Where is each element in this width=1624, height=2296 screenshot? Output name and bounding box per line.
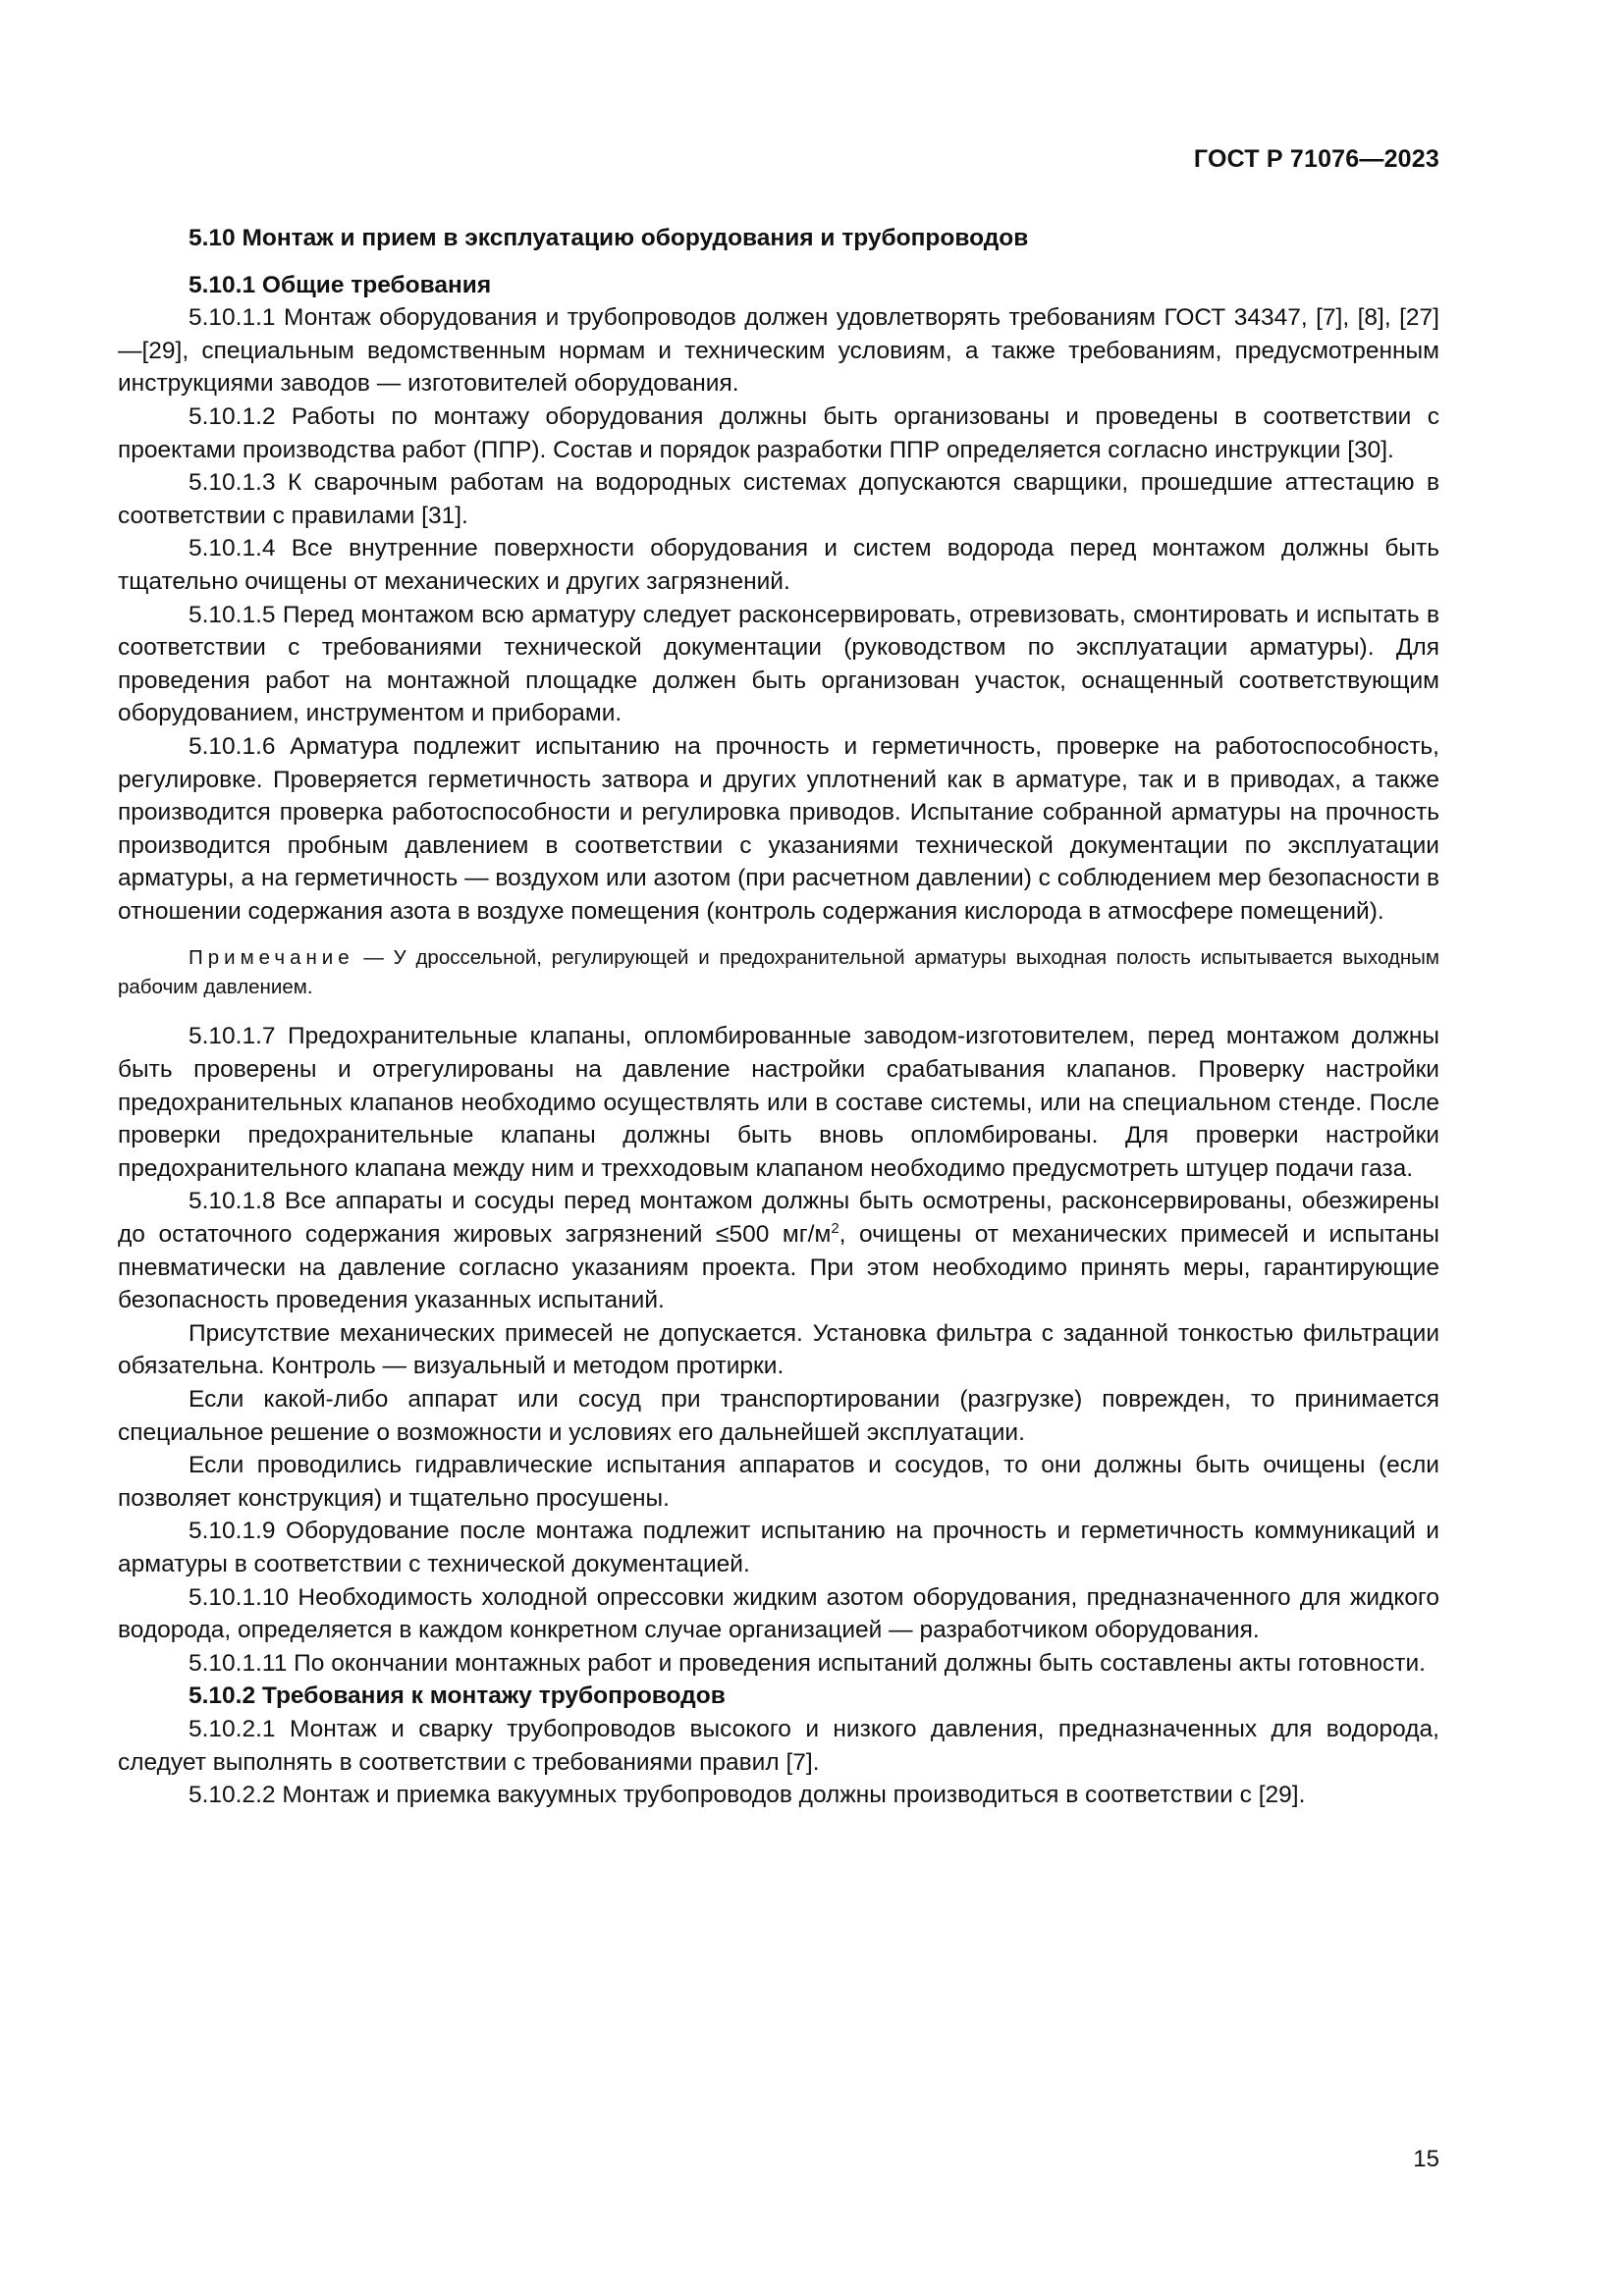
note-label: Примечание [189, 946, 354, 970]
paragraph-5-10-1-5: 5.10.1.5 Перед монтажом всю арматуру следует расконсервировать, отревизовать, смонтировать и испытать в соответствии с требованиями технической документации (руководством по эксплуатации арматуры). Для проведения работ на монтажной площадке должен быть организован участок, оснащенный соответствующим оборудованием, инструментом и приборами. [118, 601, 1439, 727]
paragraph-5-10-1-6: 5.10.1.6 Арматура подлежит испытанию на прочность и герметичность, проверке на работоспособность, регулировке. Проверяется герметичность затвора и других уплотнений как в арматуре, так и в приводах, а также производится проверка работоспособности и регулировка приводов. Испытание собранной арматуры на прочность производится пробным давлением в соответствии с указаниями технической документации по эксплуатации арматуры, а на герметичность — воздухом или азотом (при расчетном давлении) с соблюдением мер безопасности в отношении содержания азота в воздухе помещения (контроль содержания кислорода в атмосфере помещений). [118, 732, 1439, 925]
page-number: 15 [1413, 2146, 1439, 2172]
paragraph-damage: Если какой-либо аппарат или сосуд при транспортировании (разгрузке) поврежден, то принимается специальное решение о возможности и условиях его дальнейшей эксплуатации. [118, 1386, 1439, 1446]
paragraph-5-10-1-8-part-a: 5.10.1.8 Все аппараты и сосуды перед монтажом должны быть осмотрены, расконсервированы, обезжирены до остаточного содержания жировых загрязнений ≤500 мг/м [118, 1188, 1439, 1249]
paragraph-hydraulic-tests: Если проводились гидравлические испытания аппаратов и сосудов, то они должны быть очищены (если позволяет конструкция) и тщательно просушены. [118, 1452, 1439, 1512]
paragraph-5-10-1-2: 5.10.1.2 Работы по монтажу оборудования должны быть организованы и проведены в соответствии с проектами производства работ (ППР). Состав и порядок разработки ППР определяется согласно инструкции [30]. [118, 402, 1439, 463]
superscript-squared: 2 [831, 1219, 839, 1237]
document-id-header: ГОСТ Р 71076—2023 [1193, 145, 1439, 173]
paragraph-5-10-1-8-part-b: , очищены от механических примесей и испытаны пневматически на давление согласно указаниям проекта. При этом необходимо принять меры, гарантирующие безопасность проведения указанных испытаний. [118, 1221, 1439, 1314]
subsection-heading-5-10-1: 5.10.1 Общие требования [189, 271, 492, 298]
paragraph-5-10-1-4: 5.10.1.4 Все внутренние поверхности оборудования и систем водорода перед монтажом должны быть тщательно очищены от механических и других загрязнений. [118, 535, 1439, 595]
subsection-heading-5-10-2: 5.10.2 Требования к монтажу трубопроводов [189, 1682, 726, 1710]
paragraph-5-10-1-1: 5.10.1.1 Монтаж оборудования и трубопроводов должен удовлетворять требованиям ГОСТ 34347, [7], [8], [27]—[29], специальным ведомственным нормам и техническим условиям, а также требованиям, предусмотренным инструкциями заводов — изготовителей оборудования. [118, 304, 1439, 398]
section-heading-5-10: 5.10 Монтаж и прием в эксплуатацию оборудования и трубопроводов [189, 225, 1029, 251]
paragraph-5-10-1-9: 5.10.1.9 Оборудование после монтажа подлежит испытанию на прочность и герметичность коммуникаций и арматуры в соответствии с технической документацией. [118, 1518, 1439, 1577]
note-paragraph [118, 943, 1439, 1002]
paragraph-impurities: Присутствие механических примесей не допускается. Установка фильтра с заданной тонкостью фильтрации обязательна. Контроль — визуальный и методом протирки. [118, 1319, 1439, 1380]
document-body [118, 222, 1439, 1812]
paragraph-5-10-1-3: 5.10.1.3 К сварочным работам на водородных системах допускаются сварщики, прошедшие аттестацию в соответствии с правилами [31]. [118, 469, 1439, 529]
paragraph-5-10-1-11: 5.10.1.11 По окончании монтажных работ и проведения испытаний должны быть составлены акты готовности. [189, 1649, 1426, 1677]
paragraph-5-10-2-1: 5.10.2.1 Монтаж и сварку трубопроводов высокого и низкого давления, предназначенных для водорода, следует выполнять в соответствии с требованиями правил [7]. [118, 1715, 1439, 1776]
paragraph-5-10-2-2: 5.10.2.2 Монтаж и приемка вакуумных трубопроводов должны производиться в соответствии с [29]. [189, 1782, 1306, 1809]
paragraph-5-10-1-8 [118, 1185, 1439, 1316]
paragraph-5-10-1-10: 5.10.1.10 Необходимость холодной опрессовки жидким азотом оборудования, предназначенного для жидкого водорода, определяется в каждом конкретном случае организацией — разработчиком оборудования. [118, 1583, 1439, 1644]
note-text: — У дроссельной, регулирующей и предохранительной арматуры выходная полость испытывается выходным рабочим давлением. [118, 946, 1439, 999]
paragraph-5-10-1-7: 5.10.1.7 Предохранительные клапаны, опломбированные заводом-изготовителем, перед монтажом должны быть проверены и отрегулированы на давление настройки срабатывания клапанов. Проверку настройки предохранительных клапанов необходимо осуществлять или в составе системы, или на специальном стенде. После проверки предохранительные клапаны должны быть вновь опломбированы. Для проверки настройки предохранительного клапана между ним и трехходовым клапаном необходимо предусмотреть штуцер подачи газа. [118, 1023, 1439, 1182]
